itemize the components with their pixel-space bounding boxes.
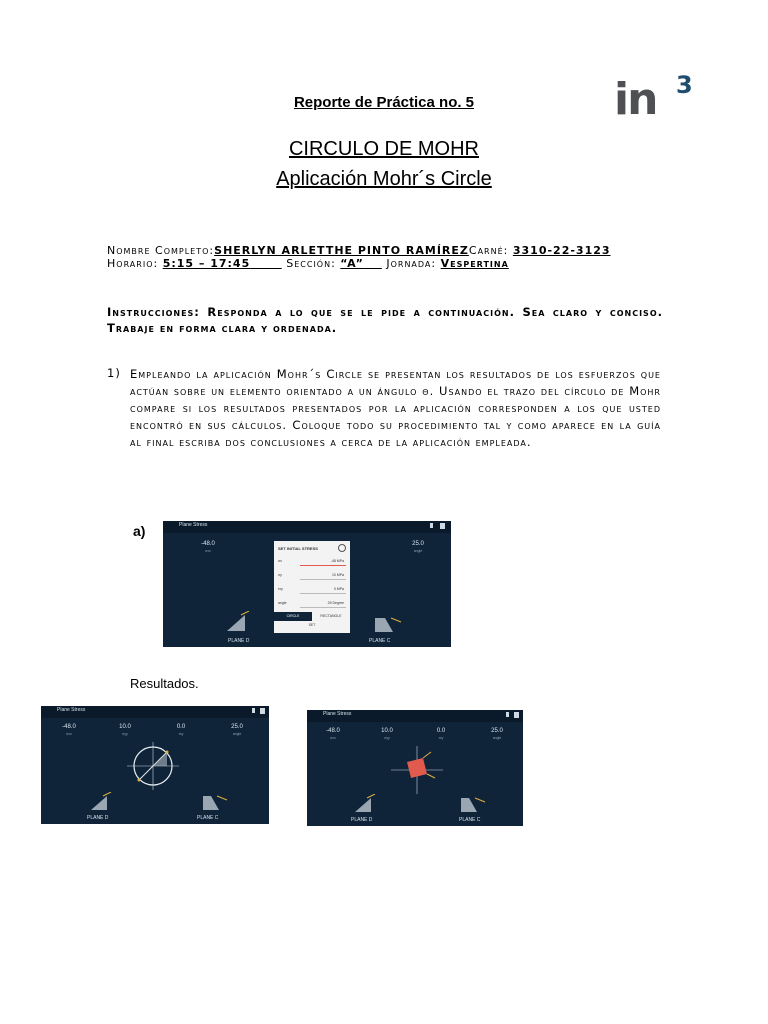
plane-d-element-icon [223,611,251,633]
plane-c-element-icon [201,794,229,814]
readout-value: 10.0 [119,724,131,730]
readout-syy [113,724,137,738]
set-button[interactable]: SET [308,623,316,627]
report-title: Reporte de Práctica no. 5 [293,94,475,111]
play-icon [430,523,433,528]
stress-field-angle[interactable] [278,601,346,605]
logo-text: in [614,74,657,125]
dialog-title: SET INITIAL STRESS [278,546,318,551]
field-value: 0 MPa [333,587,344,591]
grid-icon [260,708,265,714]
horario-label: Horario: [107,257,159,270]
readout-symbol: σxx [66,732,72,736]
logo-superscript: 3 [676,71,693,99]
sigma-x-value: -48.0 [201,541,215,547]
name-value: SHERLYN ARLETTHE PINTO RAMÍREZ [214,244,469,257]
set-initial-stress-dialog [274,541,350,633]
app-title: Plane Stress [323,711,352,717]
sub-title: Aplicación Mohr´s Circle [276,168,492,190]
app-screenshot-a [163,521,451,647]
readout-value: 0.0 [176,724,186,730]
app-title: Plane Stress [57,707,86,713]
readout-sxx [321,728,345,742]
stress-field-txy[interactable] [278,587,346,591]
readout-value: 25.0 [491,728,503,734]
field-label: σy [278,573,282,577]
results-label: Resultados. [130,676,199,691]
readout-value: 0.0 [436,728,446,734]
plane-c-element-icon [459,796,487,816]
readout-syy [375,728,399,742]
readout-angle [225,724,249,738]
info-icon[interactable] [338,544,346,552]
plane-c-element-icon [373,616,403,636]
app-toolbar [307,710,523,722]
rectangle-tab-button[interactable]: RECTANGLE [320,614,342,618]
carne-label: Carné: [468,244,509,257]
student-name-line [107,244,611,257]
readout-sxx [57,724,81,738]
main-title: CIRCULO DE MOHR [288,138,479,160]
readout-value: 25.0 [231,724,243,730]
readout-symbol: τxy [438,736,444,740]
plane-c-label: PLANE C [369,638,391,644]
readout-symbol: angle [232,732,242,736]
angle-symbol: angle [413,549,423,553]
field-value: 10 MPa [331,573,344,577]
field-label: τxy [278,587,283,591]
readout-angle [485,728,509,742]
plane-d-label: PLANE D [87,815,109,821]
jornada-value: Vespertina [440,257,509,270]
instructions: Instrucciones: Responda a lo que se le pide a continuación. Sea claro y conciso. Trabaje en forma clara y ordenada. [107,305,663,335]
sigma-x-symbol: σxx [205,549,211,553]
field-label: σx [278,559,282,563]
app-toolbar [163,521,451,533]
name-label: Nombre Completo: [107,244,215,257]
field-value: 25 Degree [327,601,344,605]
app-screenshot-result-circle [41,706,269,824]
item-label-a: a) [133,523,146,539]
carne-value: 3310-22-3123 [512,244,611,257]
readout-symbol: τxy [178,732,184,736]
readout-symbol: σyy [122,732,128,736]
plane-d-element-icon [351,794,379,814]
circle-tab-button[interactable]: CIRCLE [274,612,312,621]
app-screenshot-result-rectangle [307,710,523,826]
grid-icon [440,523,445,529]
jornada-label: Jornada: [386,257,437,270]
field-label: angle [278,601,287,605]
stress-element-graphic [389,744,445,796]
readout-value: -48.0 [62,724,76,730]
angle-readout [403,541,433,555]
plane-d-label: PLANE D [228,638,250,644]
readout-txy [169,724,193,738]
app-toolbar [41,706,269,718]
stress-field-sx[interactable] [278,559,346,563]
readout-symbol: σxx [330,736,336,740]
stress-field-sy[interactable] [278,573,346,577]
readout-symbol: σyy [384,736,390,740]
mohr-circle-graphic [125,740,181,792]
readout-value: 10.0 [381,728,393,734]
readout-symbol: angle [492,736,502,740]
plane-d-label: PLANE D [351,817,373,823]
question-number: 1) [107,366,121,380]
seccion-value: “A” [340,257,364,270]
student-schedule-line [107,257,509,270]
plane-c-label: PLANE C [459,817,481,823]
readout-txy [429,728,453,742]
app-title: Plane Stress [179,522,208,528]
field-value: -48 MPa [330,559,344,563]
readout-value: -48.0 [326,728,340,734]
play-icon [252,708,255,713]
play-icon [506,712,509,717]
grid-icon [514,712,519,718]
angle-value: 25.0 [412,541,424,547]
plane-d-element-icon [87,792,115,812]
seccion-label: Sección: [286,257,336,270]
question-text: Empleando la aplicación Mohr´s Circle se presentan los resultados de los esfuerzos que actúan sobre un elemento orientado a un ángulo θ. Usando el trazo del círculo de Mohr compare si los resultados presentados por la aplicación corresponden a los que usted encontró en sus cálculos. Coloque todo su procedimiento tal y como aparece en la guía al final escriba dos conclusiones a cerca de la aplicación empleada. [130,367,661,449]
plane-c-label: PLANE C [197,815,219,821]
sigma-x-readout [193,541,223,555]
horario-value: 5:15 – 17:45 [162,257,251,270]
